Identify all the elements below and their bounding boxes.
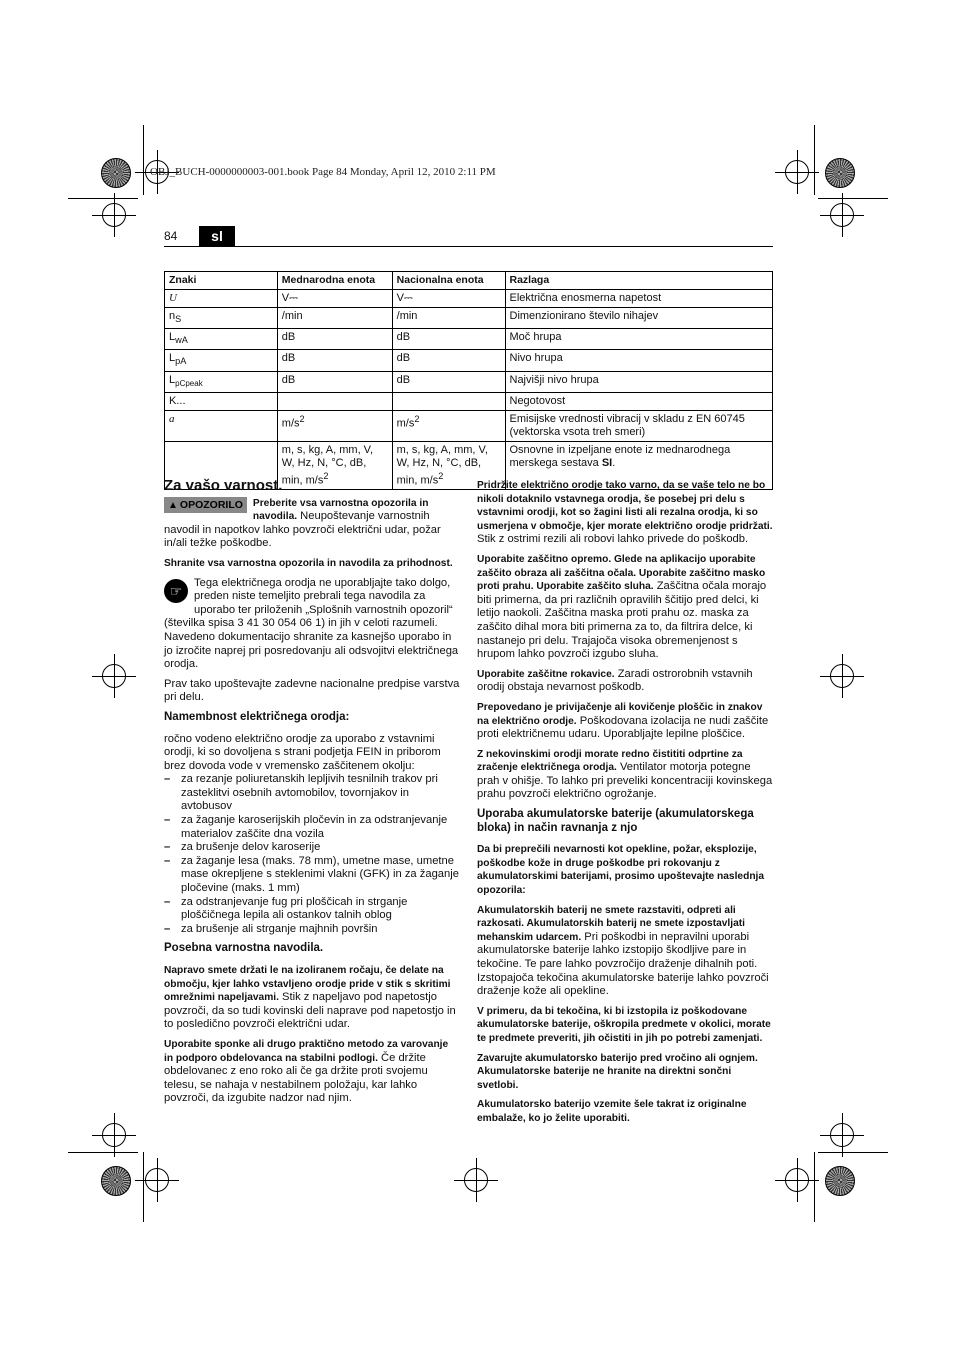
table-row	[165, 350, 773, 371]
battery-paragraph: Akumulatorskih baterij ne smete razstaviti, odpreti ali razkosati. Akumulatorskih baterij ne smete izpostavljati mehanskim udarcem. Pri poškodbi in nepravilni uporabi akumulatorske baterije lahko izstopijo škodljive pare in tekočine. Te pare lahko povzročijo draženje dihalnih poti. Izstopajoča tekočina akumulatorske baterije lahko povzroči draženje kože ali opekline.	[477, 904, 769, 998]
battery-paragraph: Da bi preprečili nevarnosti kot opekline, požar, eksplozije, poškodbe kože in druge poškodbe pri rokovanju z akumulatorskimi baterijami, prosimo upoštevajte naslednja opozorila:	[477, 844, 765, 897]
crop-mark	[818, 198, 888, 199]
table-header-cell: Mednarodna enota	[277, 272, 392, 290]
intl-unit-cell: V⎓	[277, 290, 392, 308]
table-row	[165, 410, 773, 441]
description-cell: Emisijske vrednosti vibracij v skladu z EN 60745 (vektorska vsota treh smeri)	[505, 410, 773, 441]
table-row	[165, 290, 773, 308]
intl-unit-cell: dB	[277, 329, 392, 350]
crop-mark	[814, 1152, 815, 1222]
registration-mark-icon	[100, 662, 128, 690]
safety-paragraph: Uporabite sponke ali drugo praktično metodo za varovanje in podporo obdelovanca na stabilni podlogi. Če držite obdelovanec z eno roko ali če ga držite proti svojemu telesu, se nahaja v nestabilnem položaju, kar lahko povzroči, da izgubite nadzor nad njim.	[164, 1038, 449, 1105]
national-unit-cell: dB	[392, 329, 505, 350]
description-cell: Najvišji nivo hrupa	[505, 371, 773, 392]
warning-triangle-icon: ▲	[168, 499, 178, 511]
intl-unit-cell: $m/s^2$	[277, 410, 392, 441]
symbol-cell: $n_S$	[165, 308, 278, 329]
symbol-cell: a	[165, 410, 278, 441]
table-header-cell: Razlaga	[505, 272, 773, 290]
table-row	[165, 392, 773, 410]
symbol-cell: K...	[165, 392, 278, 410]
safety-paragraph: Pridržite električno orodje tako varno, da se vaše telo ne bo nikoli dotaknilo vstavnega orodja, še posebej pri delu s vstavnimi orodji, kot so žagini listi ali rezalna orodja, ki so usmerjena v območje, kjer morate električno orodje pridržati. Stik z ostrimi rezili ali robovi lahko privede do poškodb.	[477, 480, 773, 546]
purpose-list	[164, 773, 460, 936]
safety-paragraph: Napravo smete držati le na izoliranem ročaju, če delate na območju, kjer lahko vstavljeno orodje pride v stik s skritimi omrežnimi napeljavami. Stik z napeljavo pod napetostjo povzroči, da so tudi kovinski deli naprave pod napetostjo in to posledično povzroči električni udar.	[164, 965, 456, 1031]
description-cell: Dimenzionirano število nihajev	[505, 308, 773, 329]
intl-unit-cell	[277, 392, 392, 410]
purpose-heading: Namembnost električnega orodja:	[164, 710, 350, 723]
symbol-cell: U	[165, 290, 278, 308]
special-heading: Posebna varnostna navodila.	[164, 942, 324, 955]
symbols-table	[164, 271, 773, 490]
table-header-cell: Nacionalna enota	[392, 272, 505, 290]
national-unit-cell: dB	[392, 350, 505, 371]
table-header-cell: Znaki	[165, 272, 278, 290]
registration-mark-icon	[462, 1166, 490, 1194]
page-number: 84	[164, 229, 178, 243]
national-unit-cell: dB	[392, 371, 505, 392]
registration-mark-icon	[828, 1121, 856, 1149]
table-header-row	[165, 272, 773, 290]
symbol-cell: $L_{pCpeak}$	[165, 371, 278, 392]
intl-unit-cell: /min	[277, 308, 392, 329]
list-item: – za žaganje lesa (maks. 78 mm), umetne mase, umetne mase okrepljene s steklenimi vlakni (GFK) in za žaganje pločevine (maks. 1 mm)	[164, 855, 460, 896]
registration-mark-icon	[100, 201, 128, 229]
intl-unit-cell: dB	[277, 371, 392, 392]
national-paragraph: Prav tako upoštevajte zadevne nacionalne predpise varstva pri delu.	[164, 677, 460, 704]
crop-mark	[818, 1152, 888, 1153]
battery-paragraph: Akumulatorsko baterijo vzemite šele takrat iz originalne embalaže, ko jo želite uporabiti.	[477, 1099, 747, 1124]
registration-mark-icon	[783, 1166, 811, 1194]
description-cell: Osnovne in izpeljane enote iz mednarodnega merskega sestava SI.	[505, 441, 773, 490]
crop-mark	[68, 198, 138, 199]
crop-mark	[68, 1152, 138, 1153]
intl-unit-cell: dB	[277, 350, 392, 371]
crop-mark	[814, 125, 815, 195]
safety-paragraph: Uporabite zaščitne rokavice. Zaradi ostrorobnih vstavnih orodij obstaja nevarnost poškodb.	[477, 667, 753, 694]
color-target-icon	[825, 158, 855, 188]
battery-paragraph: V primeru, da bi tekočina, ki bi izstopila iz poškodovane akumulatorske baterije, oškropila predmete v okolici, morate te predmete preveriti, jih očistiti in jih po potrebi zamenjati.	[477, 1005, 771, 1044]
registration-mark-icon	[828, 662, 856, 690]
table-row	[165, 308, 773, 329]
national-unit-cell: $m/s^2$	[392, 410, 505, 441]
warning-paragraph: ▲ OPOZORILO Preberite vsa varnostna opozorila in navodila. Neupoštevanje varnostnih navodil in napotkov lahko povzroči električni udar, požar in/ali težke poškodbe.	[164, 497, 441, 550]
language-tab: sl	[199, 226, 235, 246]
national-unit-cell: /min	[392, 308, 505, 329]
description-cell: Nivo hrupa	[505, 350, 773, 371]
description-cell: Moč hrupa	[505, 329, 773, 350]
header-divider	[164, 246, 773, 247]
table-row	[165, 371, 773, 392]
national-unit-cell	[392, 392, 505, 410]
print-header: OBJ_BUCH-0000000003-001.book Page 84 Monday, April 12, 2010 2:11 PM	[150, 166, 496, 178]
list-item: – za brušenje delov karoserije	[164, 841, 460, 855]
registration-mark-icon	[828, 201, 856, 229]
description-cell: Električna enosmerna napetost	[505, 290, 773, 308]
list-item: – za rezanje poliuretanskih lepljivih tesnilnih trakov pri zasteklitvi osebnih avtomobilov, tovornjakov in avtobusov	[164, 773, 460, 814]
battery-paragraph: Zavarujte akumulatorsko baterijo pred vročino ali ognjem. Akumulatorske baterije ne hranite na direktni sončni svetlobi.	[477, 1052, 758, 1091]
list-item: – za odstranjevanje fug pri ploščicah in strganje ploščičnega lepila ali ostankov talnih oblog	[164, 896, 460, 923]
left-column	[164, 479, 460, 1112]
safety-paragraph: Z nekovinskimi orodji morate redno čistititi odprtine za zračenje električnega orodja. Ventilator motorja potegne prah v ohišje. To lahko pri preveliki koncentraciji kovinskega prahu povzroči električno ogrožanje.	[477, 748, 773, 801]
purpose-text: ročno vodeno električno orodje za uporabo z vstavnimi orodji, ki so dovoljena s strani podjetja FEIN in priborom brez dovoda vode v vremensko zaščitenem okolju:	[164, 732, 441, 772]
description-cell: Negotovost	[505, 392, 773, 410]
registration-mark-icon	[783, 158, 811, 186]
registration-mark-icon	[143, 1166, 171, 1194]
color-target-icon	[825, 1166, 855, 1196]
manual-paragraph: ☞ Tega električnega orodja ne uporabljajte tako dolgo, preden niste temeljito prebrali tega navodila za uporabo ter priloženih „Splošnih varnostnih opozoril“ (številka spisa 3 41 30 054 06 1) in jih v celoti razumeli. Navedeno dokumentacijo shranite za kasnejšo uporabo in jo izročite naprej pri posredovanju ali odsvojitvi električnega orodja.	[164, 576, 459, 671]
national-unit-cell: m, s, kg, A, mm, V, W, Hz, N, °C, dB, min, $m/s^2$	[392, 441, 505, 490]
warning-badge: ▲ OPOZORILO	[164, 497, 247, 513]
symbol-cell: $L_{pA}$	[165, 350, 278, 371]
national-unit-cell: V⎓	[392, 290, 505, 308]
safety-paragraph: Prepovedano je privijačenje ali kovičenje ploščic in znakov na električno orodje. Poškodovana izolacija ne nudi zaščite proti električnemu udaru. Uporabljajte lepilne ploščice.	[477, 701, 769, 741]
section-title: Za vašo varnost.	[164, 477, 283, 494]
table-row	[165, 329, 773, 350]
registration-mark-icon	[100, 1121, 128, 1149]
battery-heading: Uporaba akumulatorske baterije (akumulatorskega bloka) in način ravnanja z njo	[477, 808, 754, 834]
color-target-icon	[101, 1166, 131, 1196]
list-item: – za žaganje karoserijskih pločevin in za odstranjevanje materialov zaščite dna vozila	[164, 814, 460, 841]
list-item: – za brušenje ali strganje majhnih površin	[164, 923, 460, 937]
read-manual-icon: ☞	[164, 579, 188, 603]
symbol-cell: $L_{wA}$	[165, 329, 278, 350]
safety-paragraph: Uporabite zaščitno opremo. Glede na aplikacijo uporabite zaščito obraza ali zaščitna očala. Uporabite zaščitno masko proti prahu. Uporabite zaščito sluha. Zaščitna očala morajo biti primerna, da pri različnih opravilih ščitijo pred delci, ki letijo naokoli. Zaščitna maska proti prahu oz. maska za zaščito dihal mora biti primerna za to, da filtrira delce, ki nastanejo pri delu. Trajajoča visoka obremenjenost s hrupom lahko povzroči izgubo sluha.	[477, 553, 767, 661]
right-column	[477, 479, 773, 1132]
intl-unit-cell: m, s, kg, A, mm, V, W, Hz, N, °C, dB, min, $m/s^2$	[277, 441, 392, 490]
color-target-icon	[101, 158, 131, 188]
keep-instructions: Shranite vsa varnostna opozorila in navodila za prihodnost.	[164, 557, 453, 569]
